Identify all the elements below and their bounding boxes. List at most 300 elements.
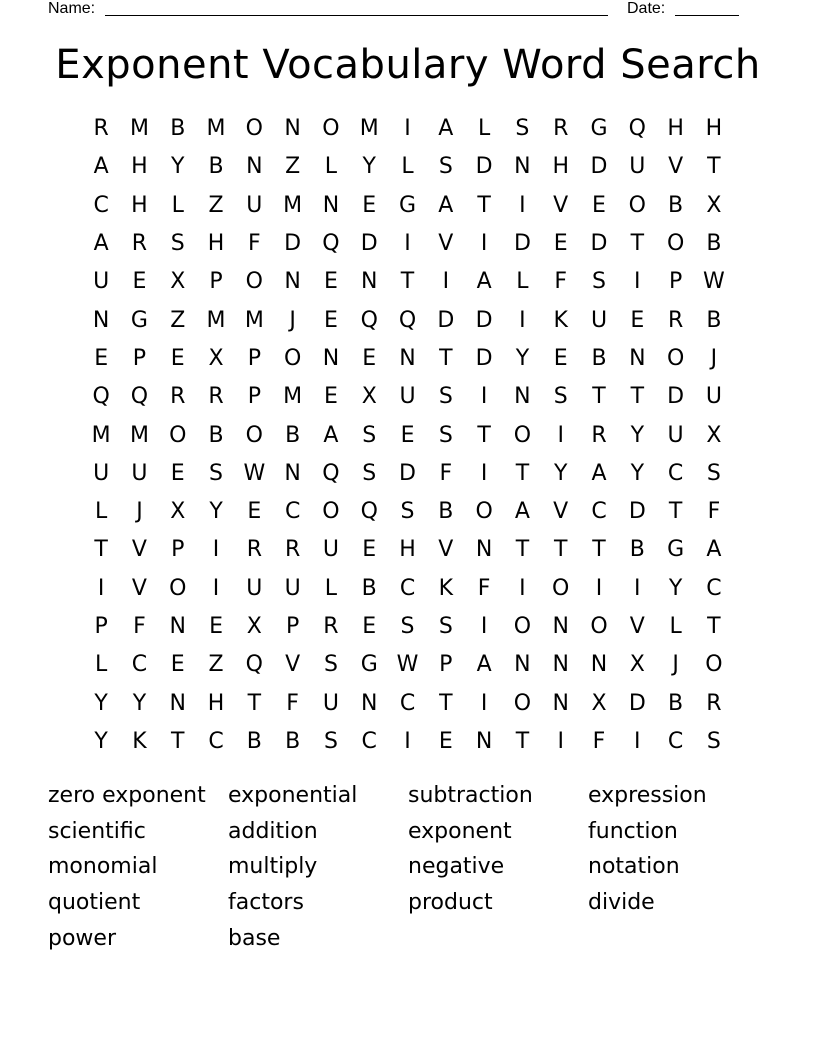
grid-letter: R xyxy=(284,537,301,563)
grid-letter: Y xyxy=(515,345,530,371)
grid-letter: N xyxy=(514,384,531,410)
grid-letter: T xyxy=(515,460,530,486)
grid-letter: L xyxy=(669,614,682,639)
grid-letter: I xyxy=(480,460,488,486)
grid-letter: W xyxy=(396,652,419,678)
grid-letter: T xyxy=(171,728,185,754)
grid-letter: E xyxy=(438,728,453,754)
grid-letter: U xyxy=(667,422,684,448)
grid-letter: B xyxy=(668,192,684,218)
grid-letter: L xyxy=(516,269,529,295)
grid-row xyxy=(82,225,733,263)
grid-letter: E xyxy=(553,345,568,371)
grid-letter: K xyxy=(438,575,454,601)
grid-letter: S xyxy=(706,460,721,486)
word-list xyxy=(48,778,768,956)
grid-letter: S xyxy=(706,728,721,754)
grid-letter: N xyxy=(284,269,301,295)
grid-letter: A xyxy=(476,269,492,295)
grid-letter: D xyxy=(513,231,531,257)
grid-letter: B xyxy=(668,690,684,716)
grid-letter: X xyxy=(246,614,262,639)
grid-letter: B xyxy=(706,307,722,333)
grid-letter: J xyxy=(710,345,718,371)
word-list-item: function xyxy=(588,818,678,844)
word-list-item: base xyxy=(228,925,281,951)
grid-letter: O xyxy=(552,575,570,601)
grid-letter: N xyxy=(514,652,531,678)
grid-letter: S xyxy=(362,460,377,486)
grid-letter: C xyxy=(284,499,301,525)
grid-letter: I xyxy=(480,690,488,716)
grid-letter: G xyxy=(667,537,685,563)
grid-letter: Z xyxy=(208,192,224,218)
grid-letter: E xyxy=(132,269,147,295)
name-label: Name: xyxy=(48,0,96,17)
grid-letter: Z xyxy=(170,307,186,333)
grid-letter: B xyxy=(246,728,262,754)
grid-row xyxy=(82,570,733,608)
grid-letter: A xyxy=(514,499,530,525)
grid-letter: Y xyxy=(171,154,185,180)
grid-row xyxy=(82,684,733,722)
grid-letter: N xyxy=(360,269,378,295)
grid-letter: R xyxy=(553,116,569,142)
grid-letter: X xyxy=(361,384,377,410)
grid-letter: O xyxy=(513,614,532,639)
grid-letter: O xyxy=(245,269,263,295)
grid-letter: Q xyxy=(322,460,340,486)
grid-letter: H xyxy=(705,116,723,142)
grid-letter: C xyxy=(706,575,722,601)
word-list-item: exponential xyxy=(228,783,358,808)
grid-letter: N xyxy=(552,652,569,678)
grid-letter: S xyxy=(209,460,224,486)
grid-letter: Y xyxy=(630,460,645,486)
grid-letter: Q xyxy=(130,384,149,410)
grid-letter: C xyxy=(667,460,684,486)
grid-letter: I xyxy=(404,231,411,257)
grid-row xyxy=(82,378,733,416)
grid-letter: C xyxy=(399,690,416,716)
grid-letter: U xyxy=(284,575,301,601)
grid-letter: B xyxy=(361,575,377,601)
grid-letter: M xyxy=(359,116,379,142)
grid-letter: R xyxy=(208,384,224,410)
grid-letter: B xyxy=(208,422,224,448)
grid-letter: B xyxy=(208,154,224,180)
grid-letter: X xyxy=(629,652,645,678)
grid-letter: I xyxy=(519,192,526,218)
grid-letter: E xyxy=(170,652,185,678)
grid-letter: F xyxy=(439,460,453,486)
grid-letter: T xyxy=(439,345,453,371)
name-field-line[interactable] xyxy=(105,15,608,16)
grid-letter: L xyxy=(324,154,338,180)
grid-letter: T xyxy=(247,690,262,716)
grid-letter: O xyxy=(245,116,263,142)
grid-row xyxy=(82,340,733,378)
grid-letter: T xyxy=(515,537,530,563)
word-list-item: power xyxy=(48,925,116,951)
grid-letter: R xyxy=(667,307,684,333)
grid-letter: E xyxy=(209,614,223,639)
grid-letter: T xyxy=(515,728,530,754)
grid-letter: I xyxy=(480,384,488,410)
grid-row xyxy=(82,608,733,646)
grid-letter: R xyxy=(93,116,109,142)
grid-letter: X xyxy=(706,192,722,218)
grid-letter: V xyxy=(438,231,454,257)
grid-letter: N xyxy=(590,652,608,678)
grid-letter: N xyxy=(360,690,378,716)
grid-letter: T xyxy=(94,537,108,563)
grid-letter: I xyxy=(557,728,564,754)
grid-letter: N xyxy=(169,614,186,639)
grid-letter: E xyxy=(553,231,568,257)
word-list-item: divide xyxy=(588,890,655,916)
grid-letter: X xyxy=(591,690,607,716)
grid-letter: S xyxy=(323,652,338,678)
grid-letter: M xyxy=(91,422,111,448)
grid-letter: Y xyxy=(132,690,147,716)
grid-letter: E xyxy=(170,460,185,486)
grid-letter: U xyxy=(705,384,722,410)
grid-letter: D xyxy=(475,345,493,371)
grid-letter: A xyxy=(438,116,454,142)
grid-letter: H xyxy=(207,690,225,716)
grid-letter: E xyxy=(630,307,645,333)
grid-letter: E xyxy=(362,192,377,218)
grid-letter: V xyxy=(553,192,569,218)
grid-row xyxy=(82,110,733,148)
grid-letter: Q xyxy=(398,307,417,333)
grid-letter: T xyxy=(553,537,568,563)
grid-letter: S xyxy=(438,384,453,410)
grid-letter: A xyxy=(93,231,109,257)
grid-row xyxy=(82,493,733,531)
date-field-line[interactable] xyxy=(675,15,739,16)
grid-letter: N xyxy=(322,192,340,218)
grid-letter: U xyxy=(246,192,263,218)
grid-row xyxy=(82,531,733,569)
grid-letter: I xyxy=(519,575,526,601)
word-list-item: monomial xyxy=(48,854,158,880)
grid-row xyxy=(82,187,733,225)
grid-letter: T xyxy=(592,537,606,563)
grid-letter: M xyxy=(283,384,303,410)
grid-letter: O xyxy=(169,575,187,601)
grid-letter: C xyxy=(93,192,109,218)
grid-letter: M xyxy=(206,116,226,142)
grid-letter: M xyxy=(244,307,264,333)
grid-letter: D xyxy=(437,307,455,333)
word-list-item: addition xyxy=(228,818,318,844)
word-list-item: exponent xyxy=(408,818,512,844)
grid-letter: E xyxy=(323,269,338,295)
grid-letter: T xyxy=(400,269,415,295)
grid-letter: B xyxy=(706,231,722,257)
grid-letter: N xyxy=(92,307,110,333)
grid-letter: C xyxy=(361,728,377,754)
grid-letter: S xyxy=(362,422,377,448)
grid-letter: P xyxy=(209,269,223,295)
grid-letter: B xyxy=(438,499,454,525)
grid-letter: F xyxy=(133,614,146,639)
grid-letter: E xyxy=(362,345,377,371)
grid-letter: V xyxy=(285,652,301,678)
grid-letter: N xyxy=(475,537,493,563)
grid-letter: S xyxy=(170,231,185,257)
grid-letter: P xyxy=(247,345,261,371)
grid-letter: V xyxy=(131,575,147,601)
word-list-item: scientific xyxy=(48,818,146,844)
grid-letter: I xyxy=(634,575,641,601)
grid-letter: M xyxy=(206,307,226,333)
grid-letter: N xyxy=(322,345,340,371)
grid-letter: N xyxy=(284,116,301,142)
grid-letter: Q xyxy=(360,307,378,333)
grid-letter: O xyxy=(513,422,532,448)
grid-letter: R xyxy=(131,231,148,257)
grid-letter: I xyxy=(519,307,526,333)
word-list-item: expression xyxy=(588,783,707,808)
grid-letter: J xyxy=(136,499,143,525)
grid-letter: J xyxy=(289,307,296,333)
grid-letter: D xyxy=(360,231,378,257)
grid-letter: R xyxy=(170,384,186,410)
grid-letter: L xyxy=(324,575,338,601)
grid-row xyxy=(82,416,733,454)
grid-letter: R xyxy=(591,422,607,448)
grid-letter: V xyxy=(629,614,645,639)
word-list-item: factors xyxy=(228,890,304,916)
grid-letter: G xyxy=(398,192,417,218)
grid-letter: O xyxy=(666,345,685,371)
grid-letter: I xyxy=(404,116,411,142)
grid-letter: V xyxy=(668,154,684,180)
grid-letter: N xyxy=(399,345,416,371)
grid-letter: N xyxy=(246,154,263,180)
grid-letter: A xyxy=(323,422,339,448)
grid-letter: I xyxy=(212,537,220,563)
grid-letter: S xyxy=(438,422,453,448)
grid-letter: O xyxy=(590,614,608,639)
grid-letter: F xyxy=(592,728,606,754)
grid-letter: N xyxy=(552,690,569,716)
grid-letter: V xyxy=(438,537,454,563)
grid-letter: X xyxy=(170,269,186,295)
page-title: Exponent Vocabulary Word Search xyxy=(55,42,761,88)
grid-letter: S xyxy=(400,499,415,525)
grid-letter: M xyxy=(283,192,303,218)
word-list-item: product xyxy=(408,890,493,916)
grid-letter: Q xyxy=(245,652,263,678)
grid-letter: C xyxy=(667,728,684,754)
grid-letter: N xyxy=(514,154,531,180)
grid-letter: N xyxy=(284,460,301,486)
grid-letter: R xyxy=(246,537,262,563)
grid-letter: I xyxy=(634,269,641,295)
grid-letter: P xyxy=(668,269,683,295)
grid-row xyxy=(82,263,733,301)
grid-letter: U xyxy=(131,460,148,486)
word-list-item: negative xyxy=(408,854,505,880)
grid-letter: I xyxy=(442,269,450,295)
word-list-item: quotient xyxy=(48,890,141,916)
grid-letter: U xyxy=(399,384,416,410)
grid-letter: I xyxy=(97,575,105,601)
grid-letter: B xyxy=(285,728,301,754)
grid-letter: D xyxy=(667,384,685,410)
grid-letter: F xyxy=(248,231,261,257)
grid-letter: K xyxy=(132,728,147,754)
grid-letter: F xyxy=(554,269,568,295)
grid-letter: S xyxy=(438,154,453,180)
grid-letter: S xyxy=(438,614,453,639)
grid-letter: C xyxy=(399,575,416,601)
grid-letter: W xyxy=(703,269,725,295)
grid-letter: C xyxy=(131,652,148,678)
grid-letter: X xyxy=(706,422,722,448)
grid-letter: S xyxy=(592,269,606,295)
header xyxy=(48,0,748,20)
grid-letter: N xyxy=(552,614,569,639)
grid-letter: L xyxy=(95,652,108,678)
grid-letter: R xyxy=(323,614,339,639)
grid-row xyxy=(82,148,733,186)
grid-letter: O xyxy=(322,499,340,525)
grid-letter: I xyxy=(212,575,220,601)
grid-letter: E xyxy=(362,614,377,639)
grid-letter: U xyxy=(246,575,263,601)
grid-letter: B xyxy=(285,422,301,448)
grid-letter: H xyxy=(552,154,569,180)
grid-letter: O xyxy=(513,690,532,716)
grid-letter: G xyxy=(360,652,378,678)
grid-letter: S xyxy=(323,728,338,754)
grid-letter: X xyxy=(170,499,186,525)
date-label: Date: xyxy=(627,0,666,17)
grid-letter: Q xyxy=(360,499,378,525)
grid-letter: D xyxy=(590,231,608,257)
grid-letter: G xyxy=(590,116,608,142)
grid-letter: B xyxy=(591,345,607,371)
grid-letter: J xyxy=(672,652,679,678)
grid-letter: B xyxy=(629,537,645,563)
grid-letter: U xyxy=(93,269,110,295)
grid-letter: Y xyxy=(94,728,108,754)
grid-letter: P xyxy=(439,652,453,678)
grid-letter: I xyxy=(480,231,488,257)
grid-letter: H xyxy=(131,192,148,218)
grid-letter: A xyxy=(706,537,722,563)
grid-letter: D xyxy=(628,690,646,716)
grid-letter: Y xyxy=(630,422,645,448)
grid-letter: D xyxy=(475,154,493,180)
grid-letter: Y xyxy=(668,575,683,601)
grid-letter: S xyxy=(515,116,530,142)
grid-letter: I xyxy=(404,728,411,754)
grid-letter: N xyxy=(629,345,646,371)
word-list-item: zero exponent xyxy=(48,783,206,808)
grid-letter: G xyxy=(130,307,148,333)
grid-letter: Z xyxy=(285,154,301,180)
grid-letter: D xyxy=(284,231,302,257)
grid-letter: X xyxy=(208,345,224,371)
grid-letter: T xyxy=(707,154,721,180)
grid-letter: Y xyxy=(94,690,108,716)
grid-letter: N xyxy=(475,728,493,754)
grid-letter: S xyxy=(553,384,568,410)
grid-letter: T xyxy=(630,231,645,257)
grid-letter: E xyxy=(362,537,377,563)
grid-letter: E xyxy=(94,345,109,371)
grid-letter: T xyxy=(477,422,491,448)
grid-letter: D xyxy=(590,154,608,180)
grid-letter: I xyxy=(480,614,488,639)
grid-letter: T xyxy=(477,192,491,218)
grid-letter: D xyxy=(475,307,493,333)
grid-letter: O xyxy=(245,422,263,448)
grid-letter: R xyxy=(706,690,722,716)
grid-row xyxy=(82,455,733,493)
grid-letter: N xyxy=(169,690,186,716)
grid-letter: M xyxy=(129,422,149,448)
grid-letter: L xyxy=(171,192,184,218)
grid-letter: L xyxy=(95,499,108,525)
grid-letter: F xyxy=(707,499,721,525)
grid-letter: K xyxy=(553,307,568,333)
grid-letter: U xyxy=(322,537,339,563)
grid-letter: I xyxy=(557,422,564,448)
grid-letter: H xyxy=(667,116,684,142)
grid-letter: A xyxy=(591,460,607,486)
word-list-item: notation xyxy=(588,854,680,880)
grid-letter: P xyxy=(247,384,261,410)
grid-letter: D xyxy=(628,499,646,525)
grid-letter: O xyxy=(322,116,340,142)
grid-letter: A xyxy=(476,652,492,678)
grid-letter: M xyxy=(129,116,149,142)
grid-letter: P xyxy=(171,537,185,563)
grid-letter: E xyxy=(592,192,606,218)
grid-row xyxy=(82,723,733,761)
grid-letter: V xyxy=(131,537,147,563)
grid-letter: T xyxy=(668,499,683,525)
grid-letter: T xyxy=(630,384,645,410)
grid-letter: P xyxy=(132,345,147,371)
grid-letter: E xyxy=(323,307,338,333)
grid-letter: I xyxy=(634,728,641,754)
grid-letter: V xyxy=(553,499,569,525)
grid-letter: L xyxy=(477,116,491,142)
grid-letter: U xyxy=(629,154,646,180)
grid-letter: Q xyxy=(322,231,340,257)
grid-letter: D xyxy=(399,460,416,486)
grid-letter: C xyxy=(591,499,607,525)
word-list-item: subtraction xyxy=(408,783,533,808)
grid-letter: U xyxy=(590,307,608,333)
grid-letter: H xyxy=(207,231,225,257)
grid-letter: O xyxy=(169,422,187,448)
grid-letter: U xyxy=(93,460,110,486)
grid-letter: E xyxy=(170,345,185,371)
grid-letter: F xyxy=(477,575,491,601)
grid-letter: F xyxy=(286,690,299,716)
grid-letter: O xyxy=(283,345,302,371)
grid-letter: O xyxy=(666,231,685,257)
